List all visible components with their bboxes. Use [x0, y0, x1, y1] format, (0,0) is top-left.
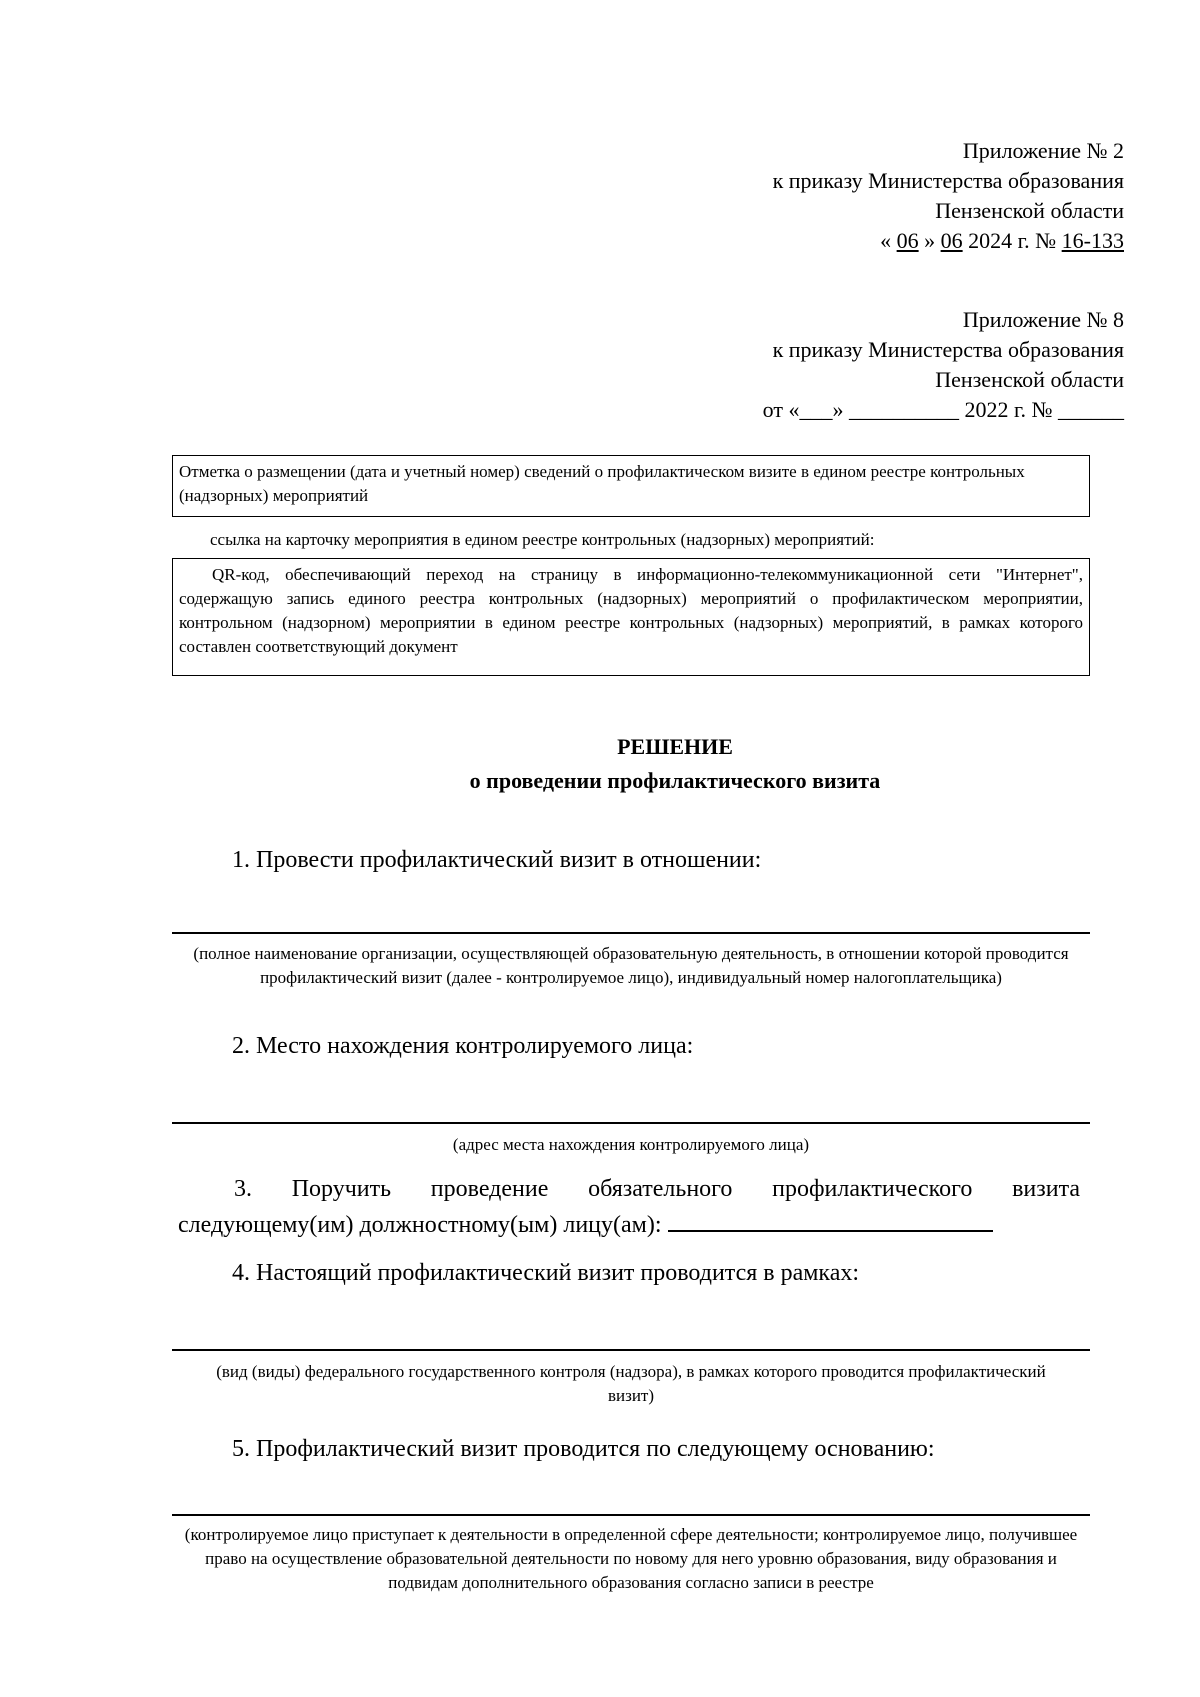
registry-mark-box: Отметка о размещении (дата и учетный номер) сведений о профилактическом визите в едином реестре контрольных (надзорных) мероприятий — [172, 455, 1090, 517]
caption-organization: (полное наименование организации, осуществляющей образовательную деятельность, в отношении которой проводится профилактический визит (далее - контролируемое лицо), индивидуальный номер налогоплательщика) — [193, 944, 1069, 987]
fill-line-address — [172, 1122, 1090, 1124]
date-mid: » — [918, 228, 941, 253]
fill-line-officials — [668, 1206, 993, 1232]
item-3 — [178, 1173, 1080, 1242]
caption-basis: (контролируемое лицо приступает к деятельности в определенной сфере деятельности; контролируемое лицо, получившее право на осуществление образовательной деятельности по новому для него уровню образования, виду образования и подвидам дополнительного образования согласно записи в реестре — [184, 1525, 1078, 1592]
registry-link-text: ссылка на карточку мероприятия в едином реестре контрольных (надзорных) мероприятий: — [210, 530, 875, 549]
appendix-8-region: Пензенской области — [935, 367, 1124, 392]
appendix-8-header — [763, 305, 1124, 425]
appendix-2-title: Приложение № 2 — [962, 138, 1124, 163]
date-year: 2024 г. № — [962, 228, 1062, 253]
item-5: 5. Профилактический визит проводится по следующему основанию: — [232, 1436, 935, 1462]
date-day: 06 — [896, 228, 919, 253]
appendix-2-date — [773, 226, 1124, 256]
appendix-2-header — [773, 136, 1124, 256]
title-subject: о проведении профилактического визита — [469, 768, 881, 793]
appendix-2-region: Пензенской области — [935, 198, 1124, 223]
appendix-8-title: Приложение № 8 — [962, 307, 1124, 332]
item-4: 4. Настоящий профилактический визит проводится в рамках: — [232, 1260, 860, 1286]
item-2: 2. Место нахождения контролируемого лица: — [232, 1033, 694, 1059]
order-number: 16-133 — [1061, 228, 1124, 253]
appendix-8-date: от «___» __________ 2022 г. № ______ — [762, 397, 1124, 422]
date-open: « — [880, 228, 897, 253]
title-decision: РЕШЕНИЕ — [617, 734, 733, 759]
fill-line-control-type — [172, 1349, 1090, 1351]
item-3-text: 3. Поручить проведение обязательного профилактического визита следующему(им) должностному(ым) лицу(ам): — [178, 1176, 1080, 1238]
fill-line-organization — [172, 932, 1090, 934]
document-title — [0, 732, 1200, 796]
fill-line-basis — [172, 1514, 1090, 1516]
caption-address: (адрес места нахождения контролируемого лица) — [452, 1135, 810, 1154]
qr-code-box: QR-код, обеспечивающий переход на страницу в информационно-телекоммуникационной сети "Интернет", содержащую запись единого реестра контрольных (надзорных) мероприятий о профилактическом мероприятии, контрольном (надзорном) мероприятии в едином реестре контрольных (надзорных) мероприятий, в рамках которого составлен соответствующий документ — [172, 558, 1090, 676]
caption-control-type: (вид (виды) федерального государственного контроля (надзора), в рамках которого проводится профилактический визит) — [216, 1362, 1046, 1405]
date-month: 06 — [940, 228, 963, 253]
item-1: 1. Провести профилактический визит в отношении: — [232, 847, 762, 873]
appendix-8-order: к приказу Министерства образования — [772, 337, 1124, 362]
appendix-2-order: к приказу Министерства образования — [772, 168, 1124, 193]
